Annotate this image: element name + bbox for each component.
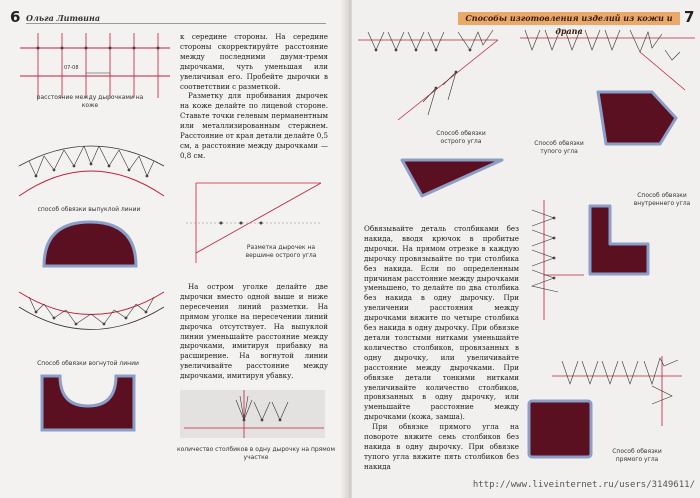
concave-line-diagram [14, 282, 169, 357]
concave-leather [38, 372, 138, 434]
caption-obtuse-corner: Способ обвязки тупого угла [534, 140, 584, 155]
right-leather [524, 396, 596, 462]
acute-corner-diagram [358, 30, 508, 120]
corner-count-diagram [184, 390, 324, 438]
paragraph-3: На остром уголке делайте две дырочки вместо одной выше и ниже пересечения линий разметки. На прямом уголке на пересечении линий дырочка отсутствует. На выпуклой линии уменьшайте расстояние между дырочками, имитируя прибавку на расширение. На вогнутой линии увеличивайте расстояние между дырочками, имитируя убавку. [180, 282, 328, 381]
caption-acute-marking: Разметка дырочек на вершине острого угла [245, 244, 317, 259]
caption-concave-line: Способ обвязки вогнутой линии [37, 360, 139, 367]
left-page [0, 0, 348, 498]
convex-line-diagram [14, 126, 169, 206]
left-text-block-1 [180, 32, 328, 161]
left-text-block-2 [180, 282, 328, 381]
body-paragraph-2: При обвязке прямого угла на повороте вяжите семь столбиков без накида в одну дырочку. При обвязке тупого угла вяжите пять столбиков без накида [364, 422, 519, 471]
half-moon-leather [40, 218, 140, 270]
caption-acute-corner: Способ обвязки острого угла [436, 130, 486, 145]
caption-corner-count: количество столбиков в одну дырочку на прямом участке [176, 446, 336, 461]
caption-right-corner: Способ обвязки прямого угла [612, 448, 662, 463]
inner-corner-diagram [524, 200, 584, 320]
author-name: Ольга Литвина [26, 13, 101, 23]
right-text-block [364, 224, 519, 472]
inner-leather [584, 200, 654, 280]
caption-leather-spacing: расстояние между дырочками на коже [36, 94, 144, 109]
page-number-left: 6 [10, 8, 21, 26]
right-page [352, 0, 700, 498]
source-url[interactable]: http://www.liveinternet.ru/users/3149611/ [472, 480, 695, 490]
body-paragraph-1: Обвязывайте деталь столбиками без накида, вводя крючок в пробитые дырочки. На прямом отрезке в каждую дырочку провязывайте по три столбика без накида. Если по определенным причинам расстояние между дырочками уменьшено, то делайте по два столбика без накида в одну дырочку. При увеличении расстояния между дырочками вяжите по четыре столбика без накида в одну дырочку. При обвязке детали толстыми нитками уменьшайте количество столбиков, провязанных в одну дырочку, или увеличивайте расстояние между дырочками. При обвязке детали тонкими нитками увеличивайте количество столбиков, провязанных в одну дырочку, или уменьшайте расстояние между дырочками (кожа, замша). [364, 224, 519, 422]
acute-leather [392, 152, 512, 202]
caption-inner-corner: Способ обвязки внутреннего угла [633, 192, 691, 207]
page-number-right: 7 [684, 8, 695, 26]
paragraph-2: Разметку для пробивания дырочек на коже делайте по лицевой стороне. Ставьте точки гелевым перманентным или металлизированным стержнем. Расстояние от края детали делайте 0,5 см, а расстояние между дырочками — 0,8 см. [180, 91, 328, 160]
running-header: Способы изготовления изделий из кожи и драпа [458, 12, 680, 25]
caption-convex-line: способ обвязки выпуклой линии [37, 206, 141, 213]
paragraph-1: к середине стороны. На середине стороны скорректируйте расстояние между последними двумя-тремя дырочками, чуть уменьшая или увеличивая его. Пробейте дырочки в соответствии с разметкой. [180, 32, 328, 91]
dim-label: 07-08 [64, 65, 79, 71]
obtuse-leather [590, 88, 680, 148]
header-rule-left [26, 23, 326, 24]
